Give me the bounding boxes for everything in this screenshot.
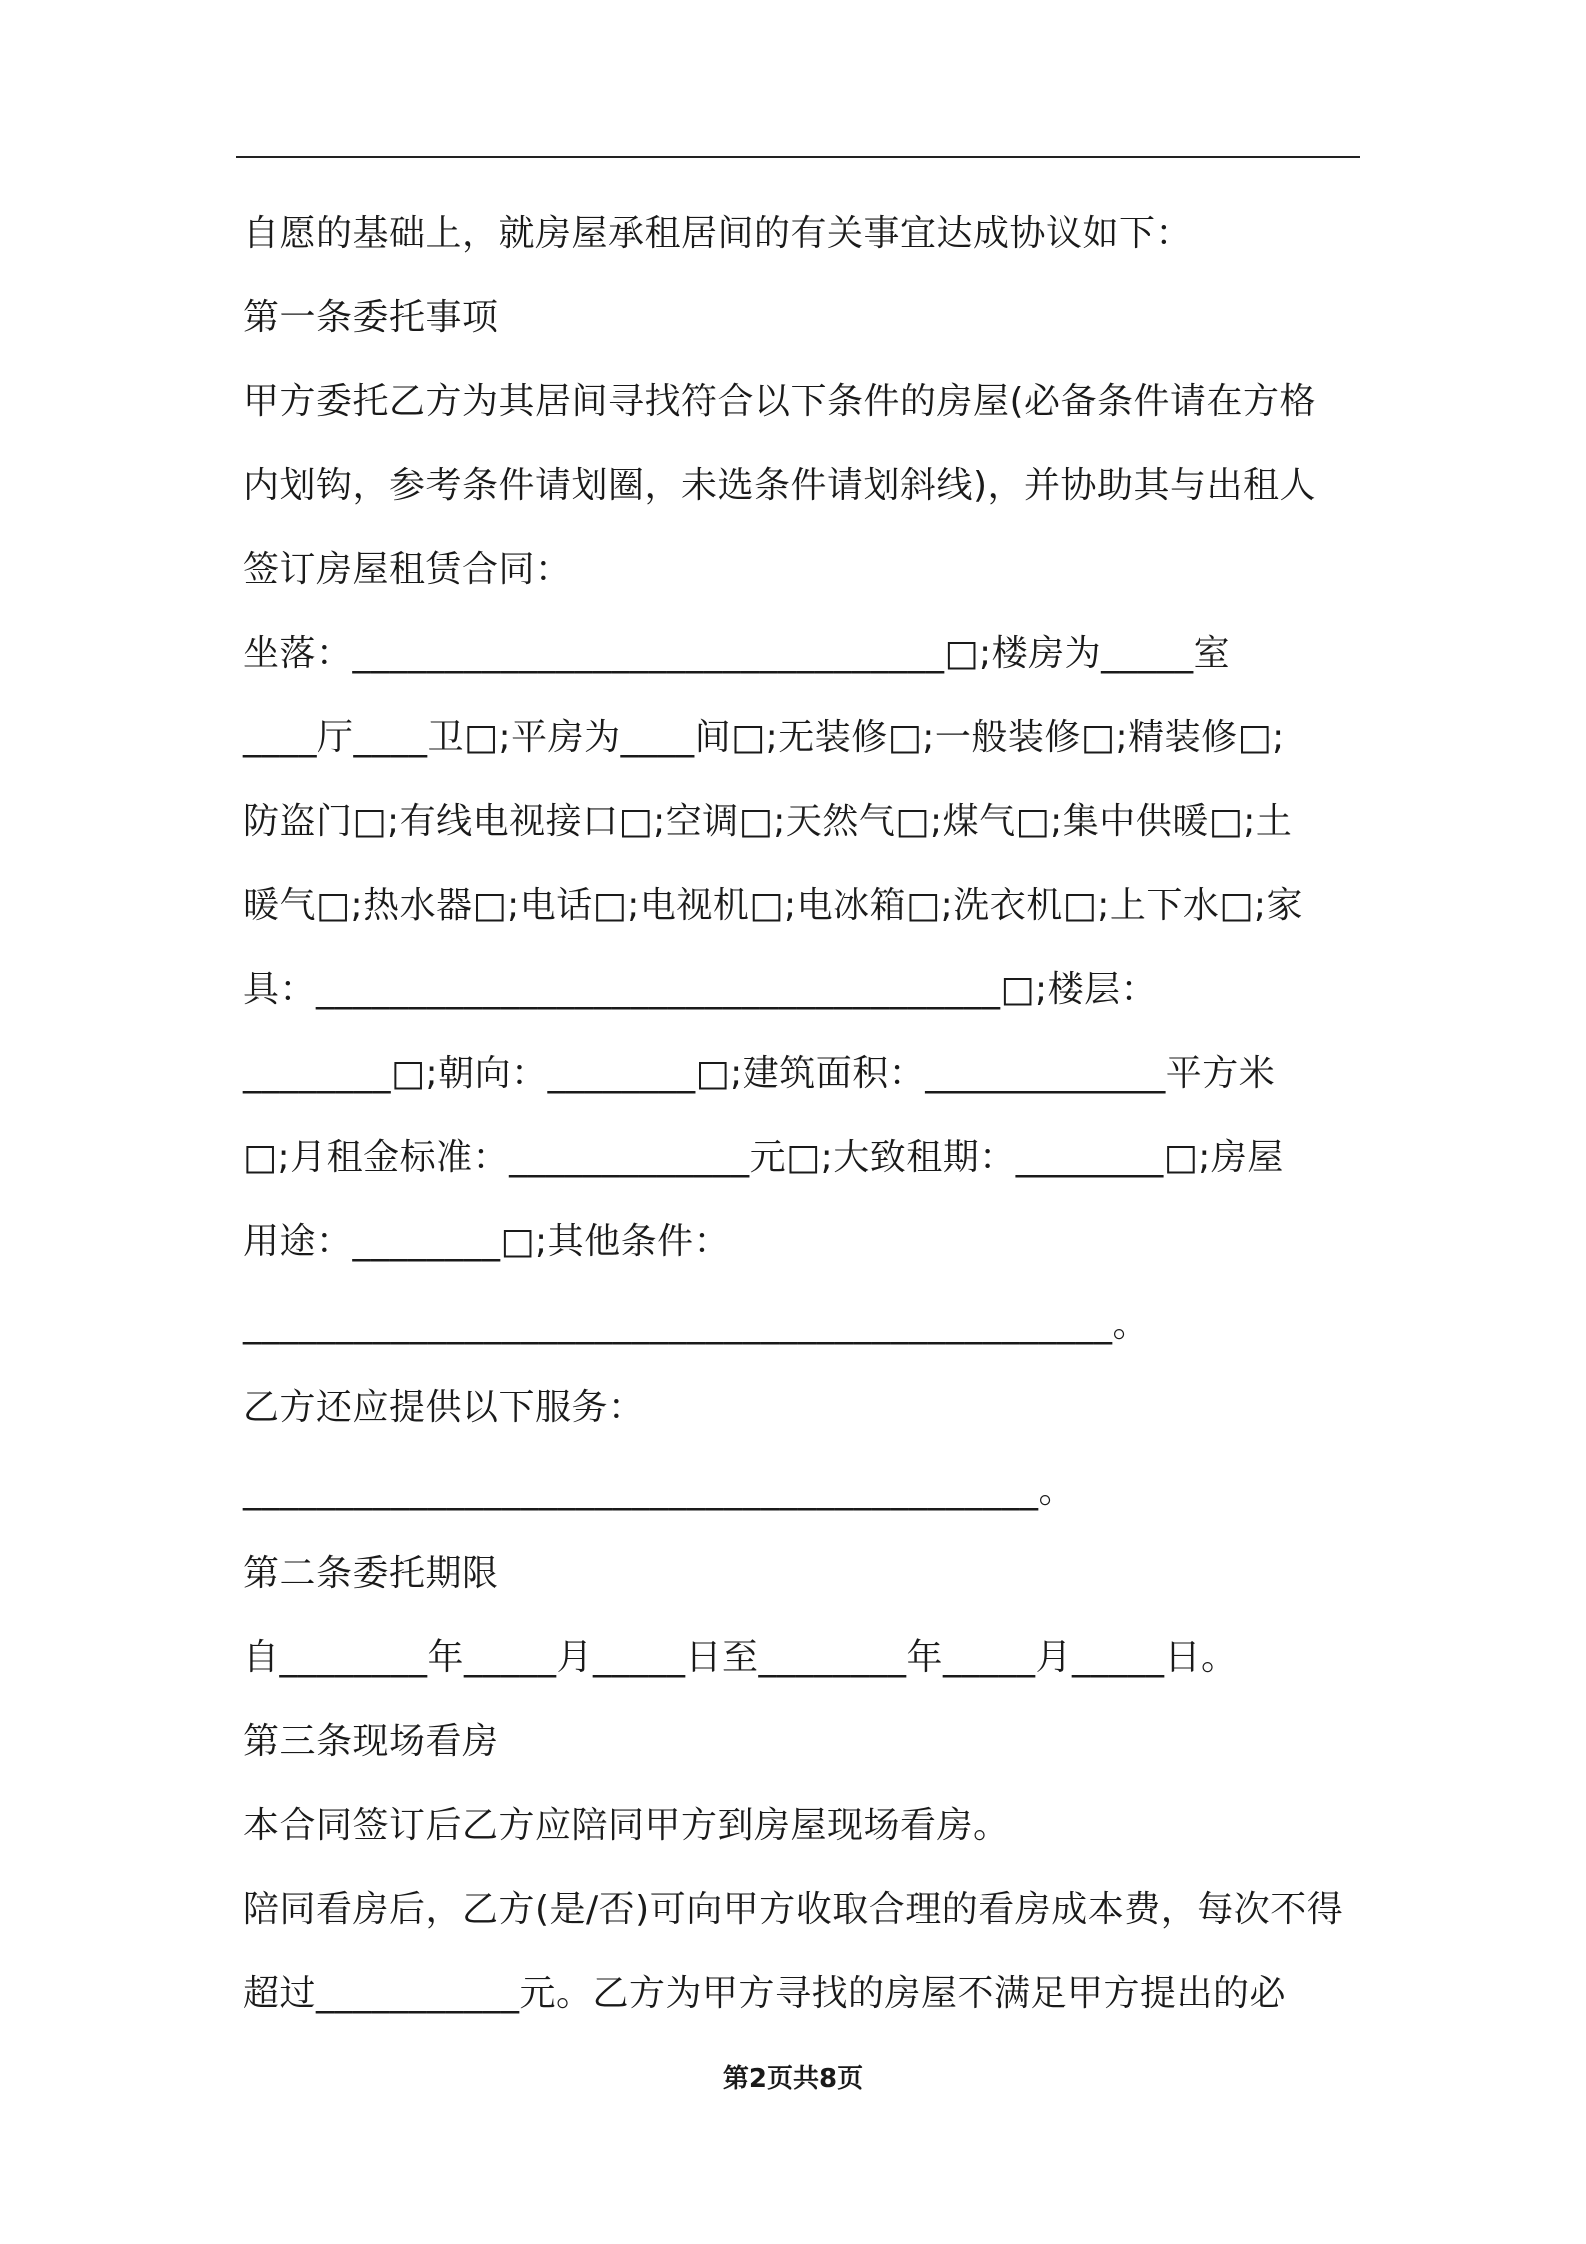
header-rule bbox=[236, 156, 1360, 158]
text-line: 本合同签订后乙方应陪同甲方到房屋现场看房。 bbox=[243, 1805, 1010, 1846]
text-line: 陪同看房后，乙方(是/否)可向甲方收取合理的看房成本费，每次不得 bbox=[243, 1889, 1344, 1930]
text-line-period: 自________年_____月_____日至________年_____月_____日。 bbox=[243, 1637, 1238, 1678]
text-line-location: 坐落：________________________________□;楼房为_____室 bbox=[243, 633, 1231, 674]
text-line-services: 乙方还应提供以下服务： bbox=[243, 1387, 645, 1428]
text-line-amenities: 防盗门□;有线电视接口□;空调□;天然气□;煤气□;集中供暖□;土 bbox=[243, 801, 1293, 842]
text-line-appliances: 暖气□;热水器□;电话□;电视机□;电冰箱□;洗衣机□;上下水□;家 bbox=[243, 885, 1303, 926]
text-line: 超过___________元。乙方为甲方寻找的房屋不满足甲方提出的必 bbox=[243, 1973, 1287, 2014]
text-line: 甲方委托乙方为其居间寻找符合以下条件的房屋(必备条件请在方格 bbox=[243, 381, 1317, 422]
text-line: 内划钩，参考条件请划圈，未选条件请划斜线)，并协助其与出租人 bbox=[243, 465, 1317, 506]
blank-line-services: ___________________________________________。 bbox=[243, 1470, 1075, 1511]
section-heading-2: 第二条委托期限 bbox=[243, 1553, 499, 1594]
blank-line-other: _______________________________________________。 bbox=[243, 1304, 1149, 1345]
section-heading-1: 第一条委托事项 bbox=[243, 297, 499, 338]
text-line: 签订房屋租赁合同： bbox=[243, 549, 572, 590]
text-line-furniture: 具：_____________________________________□;楼层： bbox=[243, 969, 1158, 1010]
text-line-rooms: ____厅____卫□;平房为____间□;无装修□;一般装修□;精装修□; bbox=[243, 717, 1285, 758]
section-heading-3: 第三条现场看房 bbox=[243, 1721, 499, 1762]
text-line-intro: 自愿的基础上，就房屋承租居间的有关事宜达成协议如下： bbox=[243, 213, 1193, 254]
text-line-area: ________□;朝向：________□;建筑面积：_____________平方米 bbox=[243, 1053, 1276, 1094]
text-line-usage: 用途：________□;其他条件： bbox=[243, 1221, 731, 1262]
text-line-rent: □;月租金标准：_____________元□;大致租期：________□;房屋 bbox=[243, 1137, 1284, 1178]
document-body bbox=[243, 192, 1363, 2036]
page-number: 第2页共8页 bbox=[722, 2064, 864, 2094]
